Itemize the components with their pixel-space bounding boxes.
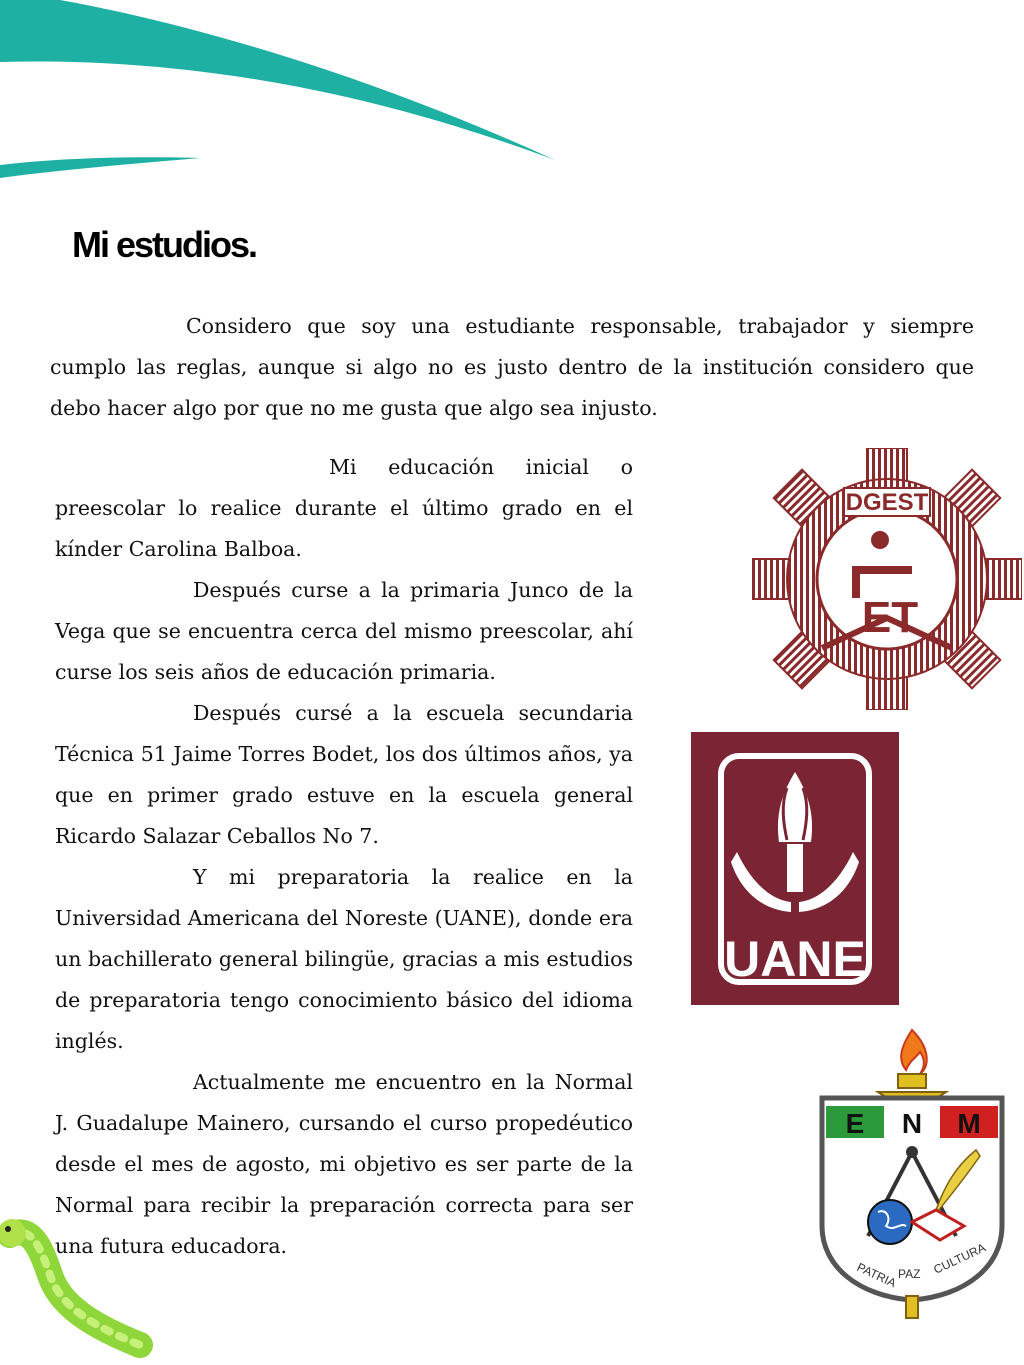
dgest-logo-text: DGEST: [845, 489, 929, 516]
caterpillar-decoration: [0, 1215, 160, 1365]
paragraph-primaria: Después curse a la primaria Junco de la Vega que se encuentra cerca del mismo preescolar, ahí curse los seis años de educación primaria.: [55, 578, 633, 684]
uane-logo-text: UANE: [724, 931, 866, 987]
enm-letter-e: E: [845, 1108, 865, 1139]
enm-logo: [816, 1026, 1008, 1320]
enm-letter-n: N: [901, 1108, 923, 1139]
dgest-logo: [752, 448, 1022, 710]
paragraph-preescolar: Mi educación inicial o preescolar lo realice durante el último grado en el kínder Carolina Balboa.: [55, 455, 633, 561]
paragraph-preparatoria: Y mi preparatoria la realice en la Universidad Americana del Noreste (UANE), donde era un bachillerato general bilingüe, gracias a mis estudios de preparatoria tengo conocimiento básico del idioma inglés.: [55, 865, 633, 1053]
teal-swoosh-decoration: [0, 0, 1024, 200]
uane-logo: [691, 732, 899, 1005]
enm-motto-cultura: CULTURA: [931, 1240, 988, 1277]
page-title: Mi estudios.: [72, 224, 257, 265]
enm-motto-patria: PATRIA: [854, 1260, 899, 1291]
intro-paragraph: Considero que soy una estudiante responsable, trabajador y siempre cumplo las reglas, aunque si algo no es justo dentro de la institución considero que debo hacer algo por que no me gusta que algo sea injusto.: [50, 314, 974, 420]
paragraph-secundaria: Después cursé a la escuela secundaria Técnica 51 Jaime Torres Bodet, los dos últimos años, ya que en primer grado estuve en la escuela general Ricardo Salazar Ceballos No 7.: [55, 701, 633, 848]
paragraph-normal: Actualmente me encuentro en la Normal J. Guadalupe Mainero, cursando el curso propedéutico desde el mes de agosto, mi objetivo es ser parte de la Normal para recibir la preparación correcta para ser una futura educadora.: [55, 1070, 633, 1258]
enm-letter-m: M: [957, 1108, 981, 1139]
studies-column: [55, 447, 633, 1267]
enm-motto-paz: PAZ: [898, 1267, 921, 1281]
dgest-logo-et: ET: [861, 593, 919, 642]
